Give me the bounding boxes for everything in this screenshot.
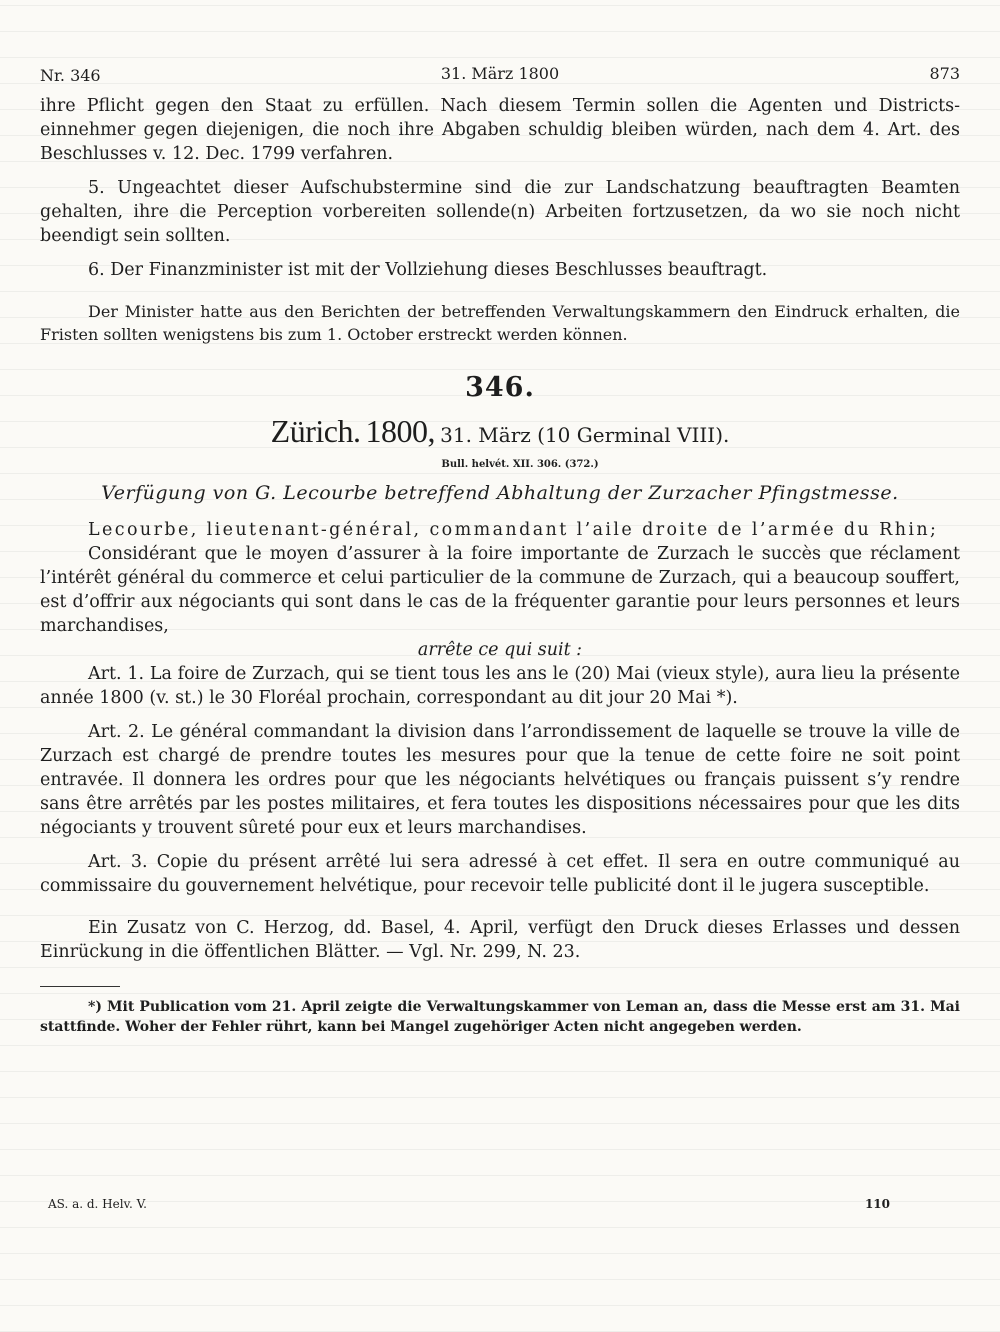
french-art-1: Art. 1. La foire de Zurzach, qui se tient tous les ans le (20) Mai (vieux style), aura lieu la présente année 1800 (v. st.) le 30 Floréal prochain, correspondant au dit jour 20 Mai *). bbox=[40, 664, 960, 708]
paragraph-item-6: 6. Der Finanzminister ist mit der Vollziehung dieses Beschlusses beauftragt. bbox=[88, 260, 768, 280]
french-considerant: Considérant que le moyen d’assurer à la foire importante de Zurzach le succès que réclament l’intérêt général du commerce et celui particulier de la commune de Zurzach, qui a beaucoup souffert, est d’offrir aux négociants qui sont dans le cas de la fréquenter garantie pour leurs personnes et leurs marchandises, bbox=[40, 544, 960, 636]
french-art-3: Art. 3. Copie du présent arrêté lui sera adressé à cet effet. Il sera en outre communiqué au commissaire du gouvernement helvétique, pour recevoir telle publicité dont il le jugera susceptible. bbox=[40, 852, 960, 896]
zusatz-paragraph: Ein Zusatz von C. Herzog, dd. Basel, 4. April, verfügt den Druck dieses Erlasses und dessen Einrückung in die öffentlichen Blätter. — Vgl. Nr. 299, N. 23. bbox=[40, 918, 960, 962]
entry-number: 346. bbox=[465, 372, 535, 403]
page-header bbox=[40, 60, 960, 94]
header-date: 31. März 1800 bbox=[440, 64, 560, 83]
document-page bbox=[40, 60, 960, 1037]
french-opening: Lecourbe, lieutenant-général, commandant l’aile droite de l’armée du Rhin; bbox=[88, 520, 939, 540]
french-art-2: Art. 2. Le général commandant la division dans l’arrondissement de laquelle se trouve la ville de Zurzach est chargé de prendre toutes les mesures pour que la tenue de cette foire ne soit point entravée. Il donnera les ordres pour que les négociants helvétiques ou français puissent s’y rendre sans être arrêtés par les postes militaires, et fera toutes les dispositions nécessaires pour que les dits négociants y trouvent sûreté pour eux et leurs marchandises. bbox=[40, 722, 960, 838]
footnote-divider bbox=[40, 986, 120, 987]
entry-date: 31. März (10 Germinal VIII). bbox=[440, 423, 730, 447]
entry-title: Verfügung von G. Lecourbe betreffend Abhaltung der Zurzacher Pfingstmesse. bbox=[101, 482, 899, 504]
entry-place: Zürich. bbox=[270, 413, 361, 449]
page-number: 873 bbox=[929, 64, 960, 83]
footer-signature: AS. a. d. Helv. V. bbox=[48, 1197, 147, 1211]
header-number: Nr. 346 bbox=[40, 66, 101, 85]
footnote: *) Mit Publication vom 21. April zeigte die Verwaltungskammer von Leman an, dass die Messe erst am 31. Mai stattfinde. Woher der Fehler rührt, kann bei Mangel zugehöriger Acten nicht angegeben werden. bbox=[40, 999, 960, 1035]
entry-year: 1800, bbox=[365, 413, 436, 449]
paragraph-item-5: 5. Ungeachtet dieser Aufschubstermine sind die zur Landschatzung beauftragten Beamten gehalten, ihre die Perception vorbereiten sollende(n) Arbeiten fortzusetzen, da wo sie noch nicht beendigt sein sollten. bbox=[40, 178, 960, 246]
paragraph-minister-note: Der Minister hatte aus den Berichten der betreffenden Verwaltungskammern den Eindruck erhalten, die Fristen sollten wenigstens bis zum 1. October erstreckt werden können. bbox=[40, 302, 960, 344]
entry-reference: Bull. helvét. XII. 306. (372.) bbox=[441, 459, 599, 470]
entry-place-date bbox=[40, 413, 960, 455]
footer-sheet-number: 110 bbox=[864, 1197, 890, 1211]
french-arrete: arrête ce qui suit : bbox=[417, 640, 583, 660]
paragraph-continuation: ihre Pflicht gegen den Staat zu erfüllen. Nach diesem Termin sollen die Agenten und Districts-einnehmer gegen diejenigen, die noch ihre Abgaben schuldig bleiben würden, nach dem 4. Art. des Beschlusses v. 12. Dec. 1799 verfahren. bbox=[40, 96, 960, 164]
